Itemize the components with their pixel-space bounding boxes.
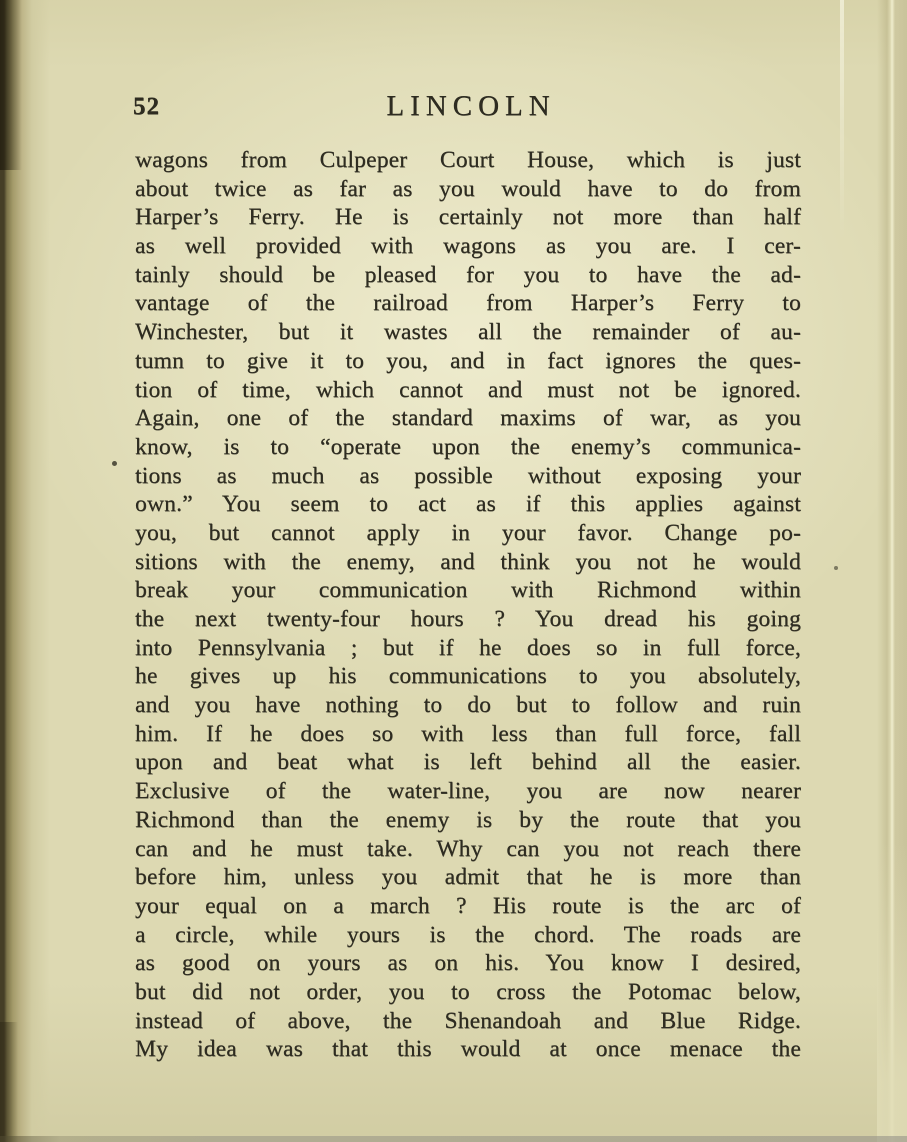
text-line: tions as much as possible without exposing your (135, 462, 801, 489)
text-line: as well provided with wagons as you are. I cer- (135, 233, 801, 260)
text-line: can and he must take. Why can you not reach there (135, 835, 801, 862)
ink-speck-right (834, 566, 838, 570)
text-line: My idea was that this would at once menace the (135, 1036, 801, 1063)
text-line: Again, one of the standard maxims of war, as you (135, 405, 801, 432)
text-line: about twice as far as you would have to do from (135, 175, 801, 202)
text-line: know, is to “operate upon the enemy’s communica- (135, 433, 801, 460)
text-line: but did not order, you to cross the Potomac below, (135, 978, 801, 1005)
text-line: a circle, while yours is the chord. The roads are (135, 921, 801, 948)
text-line: he gives up his communications to you absolutely, (135, 663, 801, 690)
text-line: the next twenty-four hours ? You dread his going (135, 606, 801, 632)
page-binding-edge (0, 0, 50, 1142)
text-line: wagons from Culpeper Court House, which is just (135, 147, 801, 173)
page-binding-edge-shadow-top (0, 0, 22, 170)
text-line: your equal on a march ? His route is the arc of (135, 892, 801, 919)
text-line: tumn to give it to you, and in fact ignores the ques- (135, 347, 801, 374)
text-line: Winchester, but it wastes all the remainder of au- (135, 319, 801, 346)
text-line: and you have nothing to do but to follow and ruin (135, 692, 801, 719)
text-line: Harper’s Ferry. He is certainly not more than half (135, 204, 801, 231)
text-line: Exclusive of the water-line, you are now nearer (135, 778, 801, 805)
text-line: before him, unless you admit that he is more than (135, 864, 801, 891)
body-text (135, 146, 801, 1064)
text-line: him. If he does so with less than full force, fall (135, 720, 801, 747)
running-header: LINCOLN (386, 90, 556, 122)
ink-speck-left (112, 461, 117, 466)
text-line: tainly should be pleased for you to have the ad- (135, 261, 801, 288)
text-line: own.” You seem to act as if this applies against (135, 491, 801, 518)
text-line: as good on yours as on his. You know I desired, (135, 950, 801, 977)
paper-crease (840, 0, 844, 240)
text-line: into Pennsylvania ; but if he does so in full force, (135, 634, 801, 661)
text-line: tion of time, which cannot and must not be ignored. (135, 376, 801, 403)
text-line: you, but cannot apply in your favor. Change po- (135, 519, 801, 546)
page-bottom-edge (0, 1136, 907, 1142)
page-right-edge-fade (877, 842, 907, 1142)
text-line: sitions with the enemy, and think you not he would (135, 548, 801, 575)
text-line: vantage of the railroad from Harper’s Ferry to (135, 290, 801, 317)
page-binding-edge-shadow-bottom (0, 1022, 18, 1142)
page-number: 52 (133, 93, 160, 120)
text-line: upon and beat what is left behind all the easier. (135, 749, 801, 776)
text-line: Richmond than the enemy is by the route that you (135, 806, 801, 833)
text-line: instead of above, the Shenandoah and Blue Ridge. (135, 1007, 801, 1034)
text-line: break your communication with Richmond within (135, 577, 801, 604)
